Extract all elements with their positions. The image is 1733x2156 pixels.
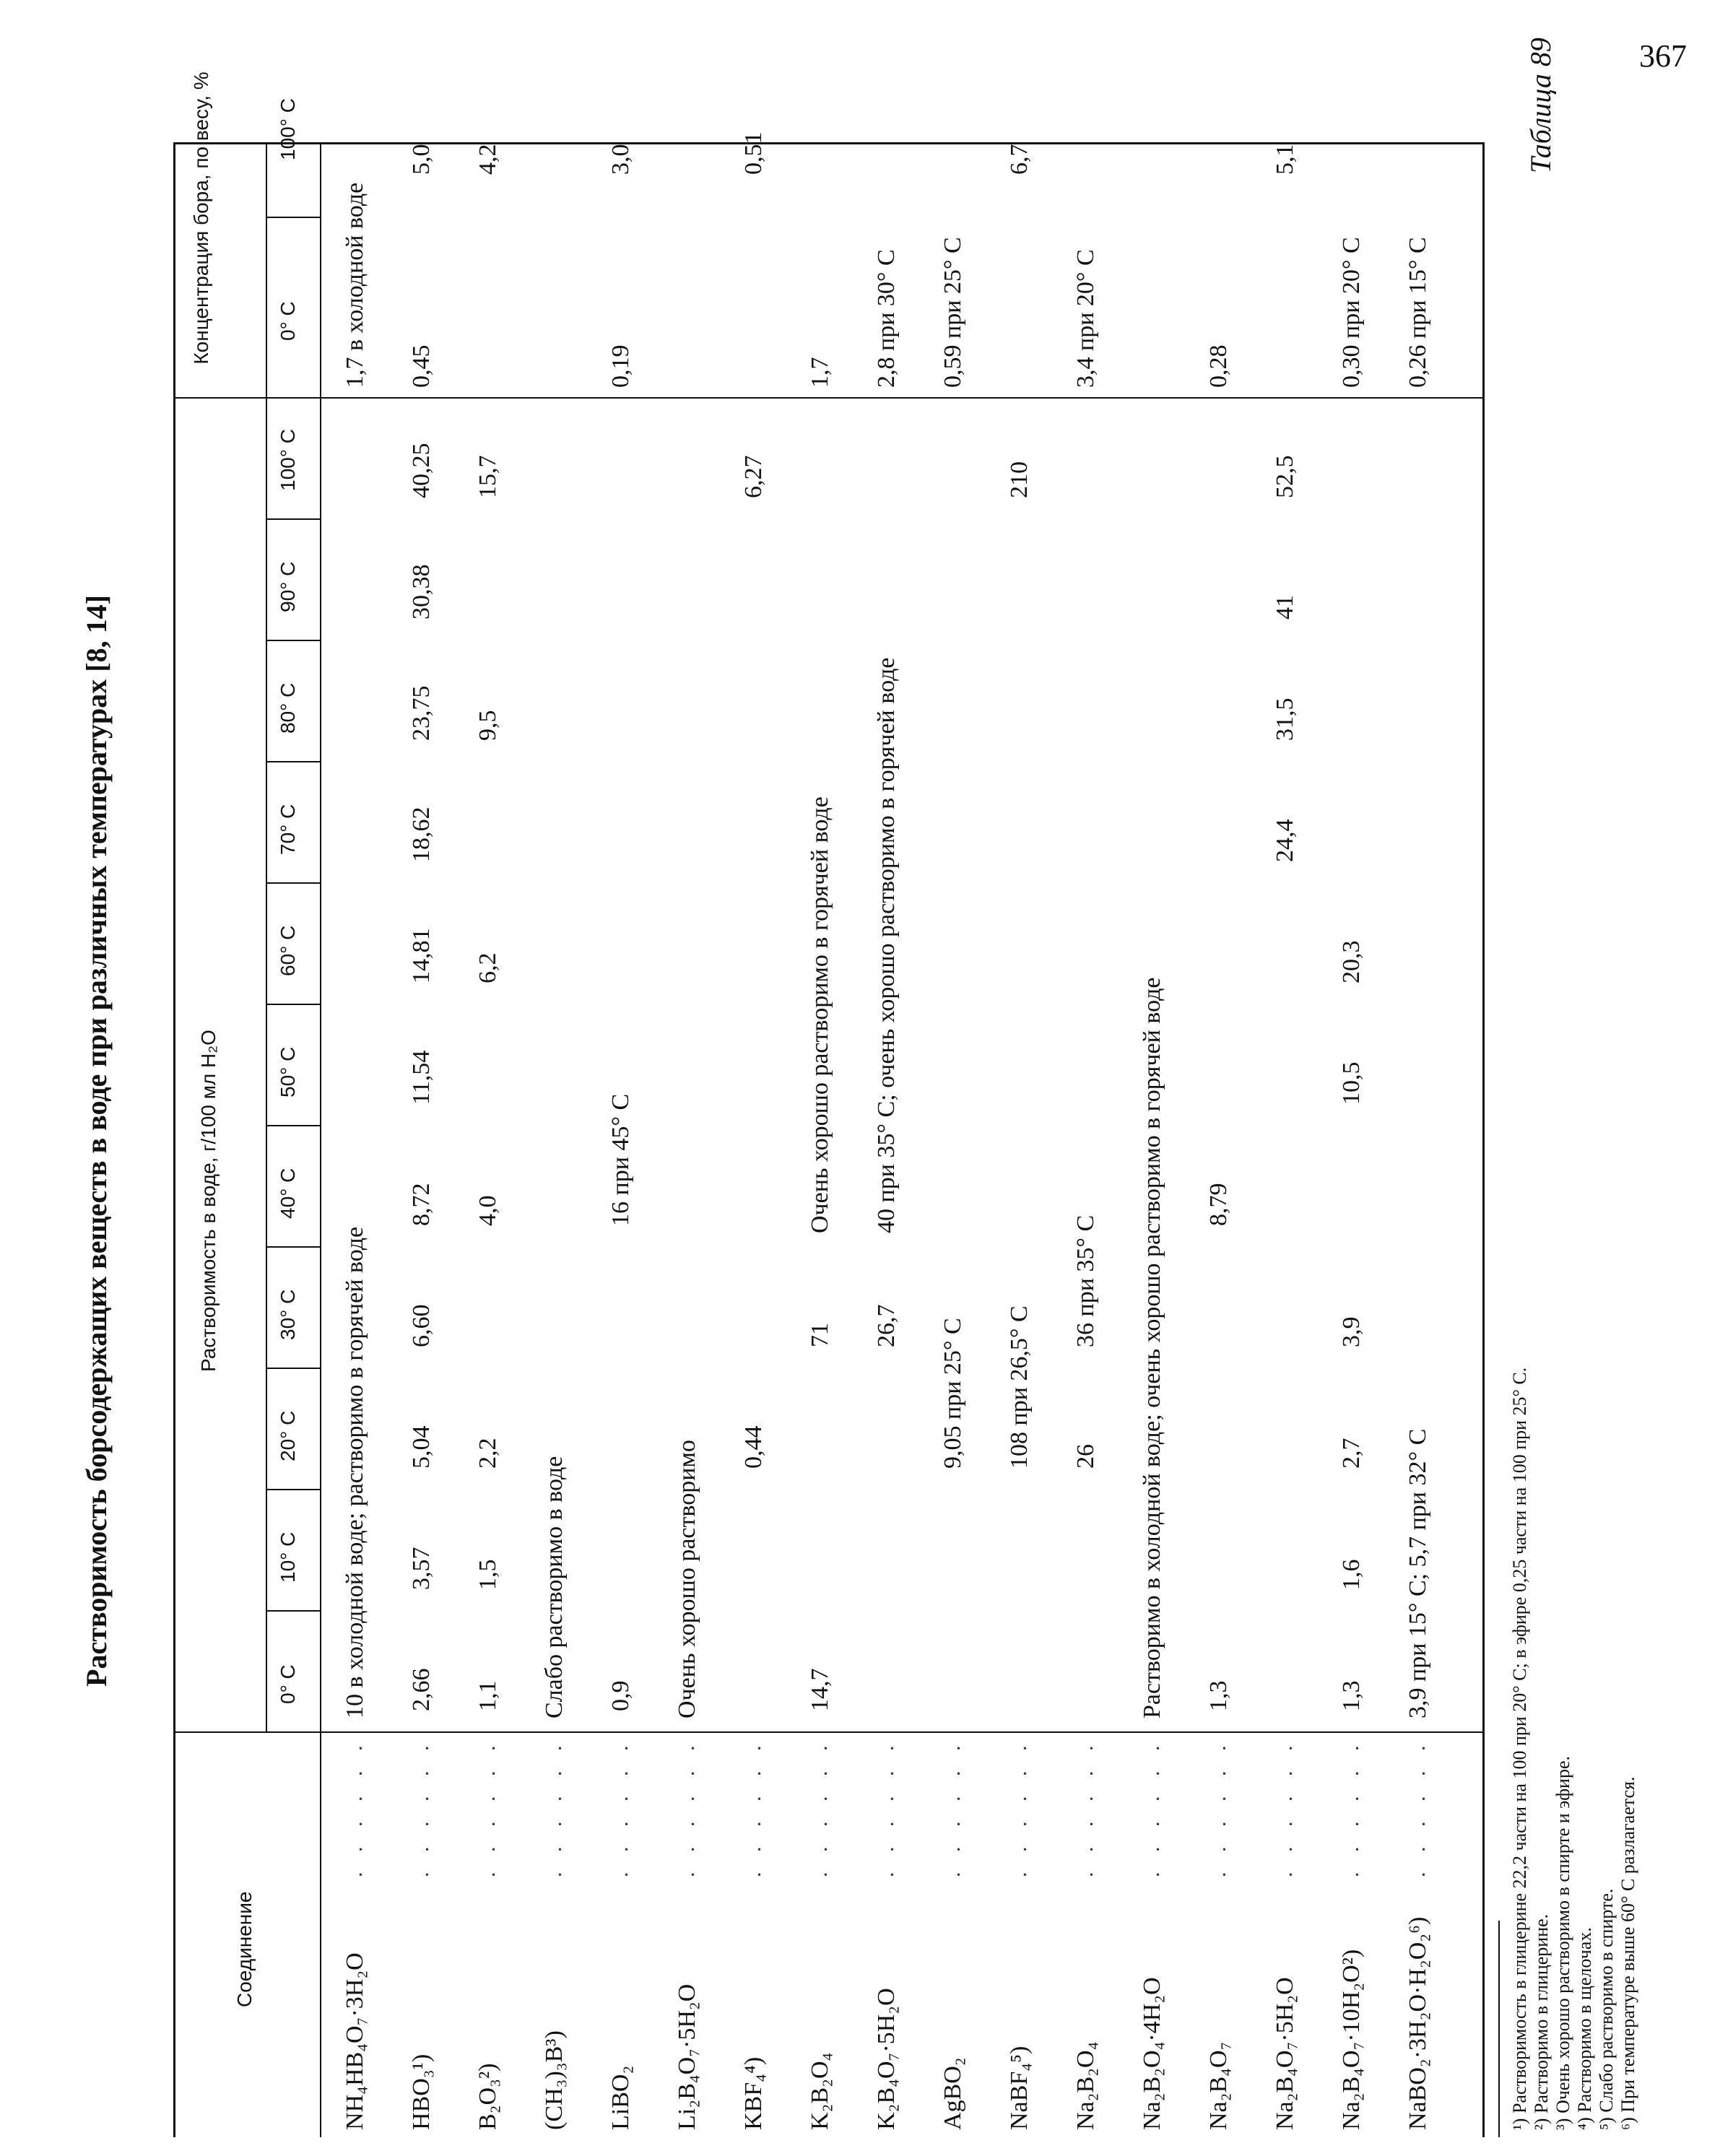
table-row — [1257, 144, 1324, 2137]
column-rule — [266, 1610, 320, 1612]
leader-dots: . . . . . . — [742, 1738, 765, 1877]
value-cell: 40,25 — [408, 443, 435, 498]
value-cell: 2,7 — [1338, 1438, 1365, 1469]
boron-100c-cell: 5,0 — [408, 144, 435, 175]
header-temp: 20° C — [277, 1410, 299, 1461]
table-row — [1390, 144, 1456, 2137]
compound-name: Na₂B₂O₄ — [1072, 2041, 1099, 2130]
leader-dots: . . . . . . — [1007, 1738, 1031, 1877]
row-span-text: Очень хорошо растворимо — [674, 1440, 700, 1718]
header-boron-temp: 0° C — [277, 301, 299, 341]
boron-0c-cell: 2,8 при 30° C — [873, 249, 900, 388]
header-temp: 40° C — [277, 1168, 299, 1219]
compound-name: NH₄HB₄O₇·3H₂O — [342, 1952, 368, 2130]
table-row — [792, 144, 859, 2137]
compound-name: Na₂B₄O₇·5H₂O — [1272, 1977, 1298, 2130]
compound-name: NaBO₂·3H₂O·H₂O₂⁶) — [1404, 1916, 1431, 2130]
value-cell: 5,04 — [408, 1425, 435, 1469]
compound-name: B₂O₃²) — [474, 2063, 501, 2130]
table-row — [1058, 144, 1124, 2137]
row-span-text: Очень хорошо растворимо в горячей воде — [807, 796, 833, 1233]
row-span-text: Растворимо в холодной воде; очень хорошо растворимо в горячей воде — [1139, 977, 1165, 1718]
compound-name: K₂B₄O₇·5H₂O — [873, 1988, 900, 2130]
value-cell: 3,57 — [408, 1547, 435, 1590]
value-cell: 14,7 — [807, 1668, 833, 1711]
solubility-table — [173, 71, 1485, 2137]
leader-dots: . . . . . . — [1207, 1738, 1230, 1877]
table-row — [925, 144, 991, 2137]
value-cell: 36 при 35° C — [1072, 1214, 1099, 1347]
header-temp: 10° C — [277, 1531, 299, 1583]
header-temp: 80° C — [277, 682, 299, 734]
value-cell: 24,4 — [1272, 819, 1298, 862]
table-row — [593, 144, 659, 2137]
value-cell: 52,5 — [1272, 455, 1298, 498]
footnote: ¹) Растворимость в глицерине 22,2 части на 100 при 20° C; в эфире 0,25 части на 100 при 25° C. — [1509, 1367, 1530, 2130]
column-rule — [266, 518, 320, 520]
value-cell: 18,62 — [408, 807, 435, 862]
leader-dots: . . . . . . — [609, 1738, 633, 1877]
column-rule — [266, 640, 320, 641]
value-cell: 14,81 — [408, 928, 435, 983]
leader-dots: . . . . . . — [1074, 1738, 1098, 1877]
value-cell: 16 при 45° C — [607, 1093, 634, 1226]
boron-0c-cell: 0,26 при 15° C — [1404, 237, 1431, 388]
table-title: Растворимость борсодержащих веществ в воде при различных температурах [8, 14] — [80, 595, 113, 1687]
compound-name: (CH₃)₃B³) — [541, 2030, 568, 2130]
value-cell: 26,7 — [873, 1304, 900, 1347]
compound-name: HBO₃¹) — [408, 2053, 435, 2130]
page-number: 367 — [1639, 38, 1687, 74]
table-row — [394, 144, 460, 2137]
boron-100c-cell: 4,2 — [474, 144, 501, 175]
table-row — [859, 144, 925, 2137]
value-cell: 10,5 — [1338, 1061, 1365, 1105]
leader-dots: . . . . . . — [874, 1738, 898, 1877]
value-cell: 30,38 — [408, 564, 435, 620]
row-span-text: 40 при 35° C; очень хорошо растворимо в горячей воде — [873, 657, 900, 1233]
value-cell: 210 — [1006, 461, 1033, 498]
column-rule — [266, 1125, 320, 1126]
boron-0c-cell: 0,45 — [408, 344, 435, 388]
table-row — [327, 144, 394, 2137]
footnote: ²) Растворимо в глицерине. — [1531, 1913, 1552, 2130]
header-compound: Соединение — [233, 1891, 256, 2007]
header-temp: 50° C — [277, 1046, 299, 1097]
value-cell: 6,2 — [474, 952, 501, 983]
value-cell: 1,6 — [1338, 1559, 1365, 1590]
value-cell: 1,1 — [474, 1680, 501, 1711]
value-cell: 8,79 — [1205, 1183, 1232, 1226]
header-temp: 60° C — [277, 925, 299, 976]
value-cell: 0,9 — [607, 1680, 634, 1711]
compound-name: Li₂B₄O₇·5H₂O — [674, 1983, 700, 2130]
value-cell: 23,75 — [408, 685, 435, 741]
boron-0c-cell: 3,4 при 20° C — [1072, 249, 1099, 388]
leader-dots: . . . . . . — [1273, 1738, 1297, 1877]
table-row — [991, 144, 1058, 2137]
column-rule — [266, 1246, 320, 1248]
footnote-rule — [1498, 1921, 1500, 2137]
table-label: Таблица 89 — [1524, 38, 1557, 173]
value-cell: 1,3 — [1338, 1680, 1365, 1711]
header-solubility: Растворимость в воде, г/100 мл H₂O — [197, 1030, 220, 1372]
header-boron-temp: 100° C — [277, 98, 299, 160]
header-temp: 70° C — [277, 804, 299, 855]
table-row — [659, 144, 726, 2137]
value-cell: 41 — [1272, 595, 1298, 620]
footnote: ⁵) Слабо растворимо в спирте. — [1596, 1888, 1617, 2130]
value-cell: 6,60 — [408, 1304, 435, 1347]
compound-name: K₂B₂O₄ — [807, 2052, 833, 2130]
value-cell: 0,44 — [740, 1425, 767, 1469]
value-cell: 31,5 — [1272, 697, 1298, 741]
leader-dots: . . . . . . — [476, 1738, 500, 1877]
leader-dots: . . . . . . — [1140, 1738, 1164, 1877]
value-cell: 6,27 — [740, 455, 767, 498]
compound-name: Na₂B₂O₄·4H₂O — [1139, 1977, 1165, 2130]
compound-name: Na₂B₄O₇ — [1205, 2041, 1232, 2130]
compound-name: LiBO₂ — [607, 2065, 634, 2130]
footnote: ⁶) При температуре выше 60° C разлагается. — [1617, 1776, 1638, 2130]
boron-0c-cell: 1,7 в холодной воде — [342, 182, 368, 388]
leader-dots: . . . . . . — [941, 1738, 965, 1877]
boron-0c-cell: 1,7 — [807, 357, 833, 388]
table-row — [726, 131, 792, 2137]
value-cell: 15,7 — [474, 455, 501, 498]
value-cell: 2,2 — [474, 1438, 501, 1469]
header-temp: 30° C — [277, 1289, 299, 1340]
header-temp: 0° C — [277, 1664, 299, 1704]
value-cell: 1,3 — [1205, 1680, 1232, 1711]
compound-name: NaBF₄⁵) — [1006, 2046, 1033, 2130]
header-temp: 90° C — [277, 561, 299, 612]
value-cell: 108 при 26,5° C — [1006, 1305, 1033, 1469]
boron-100c-cell: 0,51 — [740, 131, 767, 175]
header-temp: 100° C — [277, 429, 299, 491]
value-cell: 9,5 — [474, 710, 501, 741]
value-cell: 3,9 — [1338, 1316, 1365, 1347]
leader-dots: . . . . . . — [1406, 1738, 1430, 1877]
header-subrule — [266, 144, 267, 1733]
column-rule — [266, 882, 320, 884]
leader-dots: . . . . . . — [542, 1738, 566, 1877]
value-cell: 71 — [807, 1323, 833, 1347]
leader-dots: . . . . . . — [1339, 1738, 1363, 1877]
value-cell: 1,5 — [474, 1559, 501, 1590]
boron-0c-cell: 0,59 при 25° C — [939, 237, 966, 388]
boron-100c-cell: 3,0 — [607, 144, 634, 175]
leader-dots: . . . . . . — [675, 1738, 699, 1877]
value-cell: 9,05 при 25° C — [939, 1318, 966, 1469]
table-row — [526, 144, 593, 2137]
boron-100c-cell: 6,7 — [1006, 144, 1033, 175]
compound-name: AgBO₂ — [939, 2057, 966, 2130]
header-rule — [320, 144, 321, 2137]
header-boron: Концентрация бора, по весу, % — [190, 71, 212, 365]
column-rule — [266, 1004, 320, 1005]
column-rule — [266, 1489, 320, 1490]
row-span-text: Слабо растворимо в воде — [541, 1456, 568, 1718]
boron-0c-cell: 0,28 — [1205, 344, 1232, 388]
leader-dots: . . . . . . — [343, 1738, 367, 1877]
footnote: ³) Очень хорошо растворимо в спирте и эфире. — [1552, 1756, 1573, 2130]
footnote: ⁴) Растворимо в щелочах. — [1574, 1927, 1595, 2130]
leader-dots: . . . . . . — [808, 1738, 832, 1877]
table-row — [1124, 144, 1191, 2137]
column-rule — [266, 217, 320, 218]
compound-name: Na₂B₄O₇·10H₂O²) — [1338, 1949, 1365, 2130]
value-cell: 26 — [1072, 1444, 1099, 1469]
column-rule — [266, 761, 320, 762]
value-cell: 8,72 — [408, 1183, 435, 1226]
boron-0c-cell: 0,30 при 20° C — [1338, 237, 1365, 388]
value-cell: 4,0 — [474, 1195, 501, 1226]
table-row — [1324, 144, 1390, 2137]
value-cell: 2,66 — [408, 1668, 435, 1711]
value-cell: 11,54 — [408, 1050, 435, 1105]
column-rule — [266, 1368, 320, 1369]
leader-dots: . . . . . . — [409, 1738, 433, 1877]
boron-0c-cell: 0,19 — [607, 344, 634, 388]
row-span-text: 3,9 при 15° C; 5,7 при 32° C — [1404, 1428, 1431, 1718]
value-cell: 20,3 — [1338, 940, 1365, 983]
table-row — [460, 144, 526, 2137]
table-row — [1191, 144, 1257, 2137]
compound-name: KBF₄⁴) — [740, 2056, 767, 2130]
row-span-text: 10 в холодной воде; растворимо в горячей воде — [342, 1226, 368, 1718]
boron-100c-cell: 5,1 — [1272, 144, 1298, 175]
